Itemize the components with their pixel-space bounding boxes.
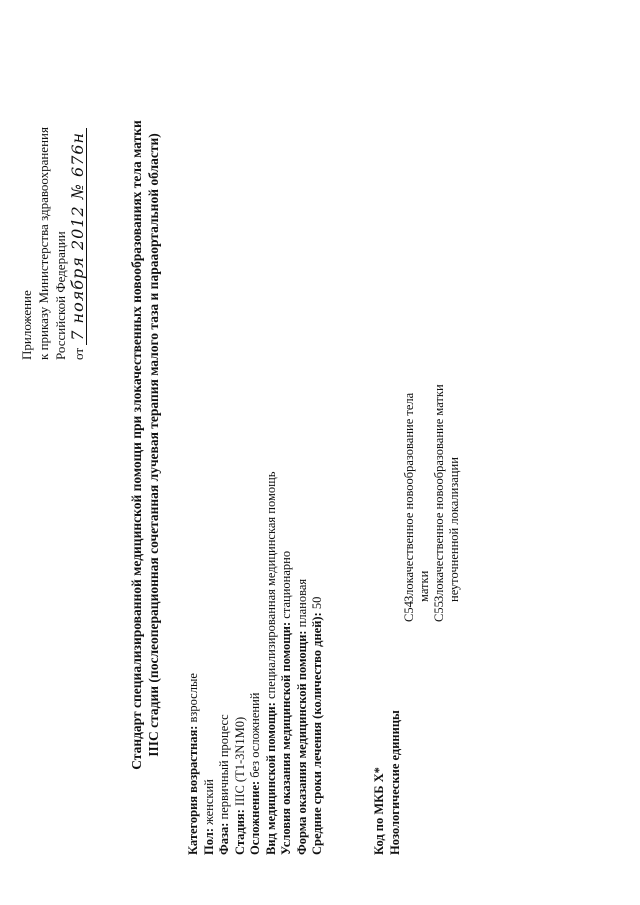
stage-row bbox=[233, 255, 249, 855]
care-type-row bbox=[264, 255, 280, 855]
list-item bbox=[432, 362, 462, 622]
sex-row bbox=[202, 255, 218, 855]
mkb-code: C54 bbox=[402, 601, 416, 622]
complication-row bbox=[248, 255, 264, 855]
appendix-line-3: Российской Федерации bbox=[53, 231, 68, 360]
appendix-date-prefix: от bbox=[71, 347, 86, 360]
stage-label: Стадия: bbox=[232, 809, 247, 855]
document-title bbox=[128, 65, 162, 825]
form-value: плановая bbox=[294, 578, 309, 628]
title-line-2: IIIС стадии (послеоперационная сочетанная лучевая терапия малого таза и парааортальной области) bbox=[146, 133, 161, 757]
duration-label: Средние сроки лечения (количество дней): bbox=[310, 612, 324, 855]
age-label: Категория возрастная: bbox=[186, 725, 200, 855]
mkb-description: Злокачественное новообразование матки неуточненной локализации bbox=[432, 384, 461, 602]
phase-label: Фаза: bbox=[217, 822, 231, 855]
stage-value: IIIС (T1-3N1M0) bbox=[232, 716, 247, 807]
complication-value: без осложнений bbox=[248, 692, 262, 778]
mkb-code-label: Код по МКБ X* bbox=[372, 767, 386, 855]
handwritten-date-signature: 7 ноября 2012 № 676н bbox=[69, 128, 87, 345]
mkb-block bbox=[372, 710, 403, 855]
mkb-code: C55 bbox=[432, 601, 446, 622]
duration-row bbox=[310, 255, 326, 855]
age-value: взрослые bbox=[186, 673, 200, 723]
appendix-date-line bbox=[69, 127, 87, 360]
age-row bbox=[186, 255, 202, 855]
conditions-label: Условия оказания медицинской помощи: bbox=[279, 621, 293, 855]
phase-row bbox=[217, 255, 233, 855]
nosology-list bbox=[402, 362, 462, 622]
form-label: Форма оказания медицинской помощи: bbox=[294, 630, 309, 855]
complication-label: Осложнение: bbox=[248, 780, 262, 855]
list-item bbox=[402, 362, 432, 622]
title-line-1: Стандарт специализированной медицинской помощи при злокачественных новообразованиях тела матки bbox=[129, 120, 144, 770]
appendix-line-2: к приказу Министерства здравоохранения bbox=[36, 127, 51, 360]
sex-label: Пол: bbox=[201, 828, 216, 855]
phase-value: первичный процесс bbox=[217, 714, 231, 820]
appendix-line-1: Приложение bbox=[19, 290, 34, 360]
conditions-value: стационарно bbox=[279, 550, 293, 619]
nosology-label: Нозологические единицы bbox=[387, 710, 402, 855]
form-row bbox=[295, 255, 311, 855]
sex-value: женский bbox=[201, 779, 216, 825]
standard-parameters bbox=[186, 255, 326, 855]
care-type-label: Вид медицинской помощи: bbox=[263, 702, 278, 855]
mkb-description: Злокачественное новообразование тела матки bbox=[402, 392, 431, 602]
duration-value: 50 bbox=[310, 596, 324, 610]
appendix-block bbox=[18, 127, 87, 360]
conditions-row bbox=[279, 255, 295, 855]
care-type-value: специализированная медицинская помощь bbox=[263, 471, 278, 699]
